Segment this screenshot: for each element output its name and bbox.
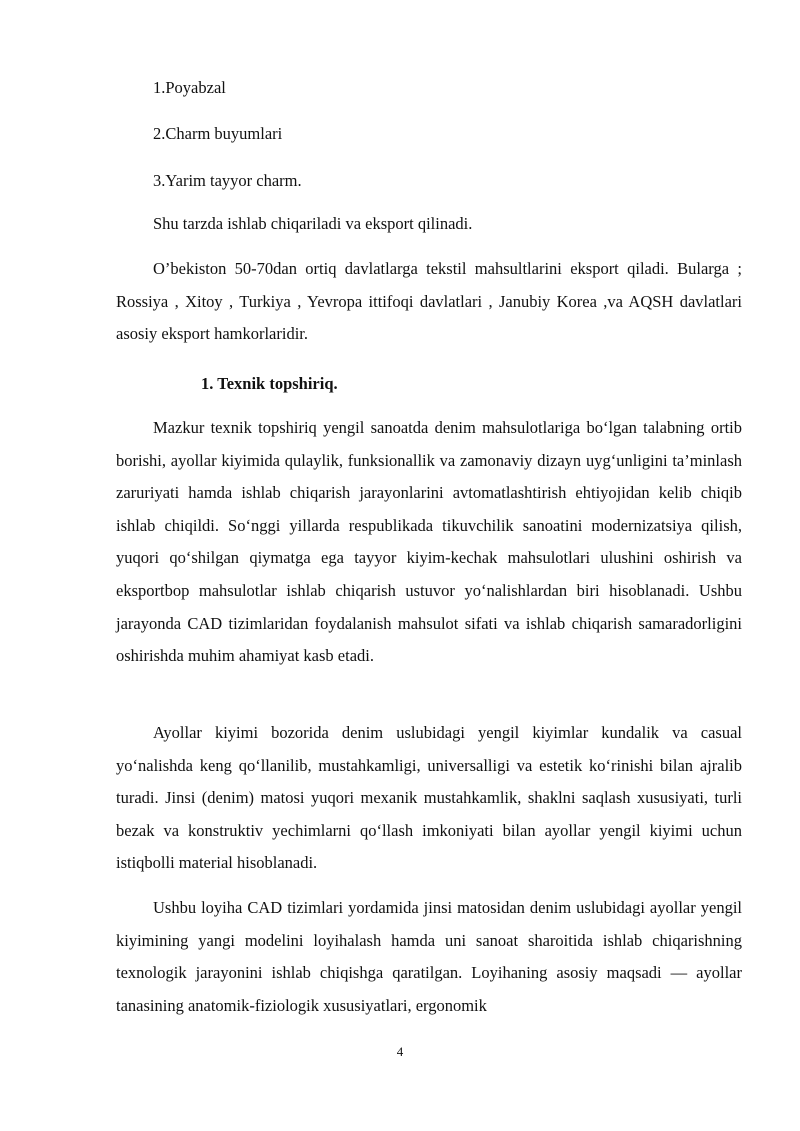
body-paragraph-3: Ushbu loyiha CAD tizimlari yordamida jinsi matosidan denim uslubidagi ayollar yengil kiyimining yangi modelini loyihalash hamda uni sanoat sharoitida ishlab chiqarishning texnologik jarayonini ishlab chiqishga qaratilgan. Loyihaning asosiy maqsadi — ayollar tanasining anatomik-fiziologik xususiyatlari, ergonomik: [116, 898, 742, 1015]
body-paragraph-1: Mazkur texnik topshiriq yengil sanoatda denim mahsulotlariga bo‘lgan talabning ortib borishi, ayollar kiyimida qulaylik, funksionallik va zamonaviy dizayn uyg‘unligini ta’minlash zaruriyati hamda ishlab chiqarish jarayonlarini avtomatlashtirish ehtiyojidan kelib chiqib ishlab chiqildi. So‘nggi yillarda respublikada tikuvchilik sanoatini modernizatsiya qilish, yuqori qo‘shilgan qiymatga ega tayyor kiyim-kechak mahsulotlari ulushini oshirish va eksportbop mahsulotlar ishlab chiqarish ustuvor yo‘nalishlardan biri hisoblanadi. Ushbu jarayonda CAD tizimlaridan foydalanish mahsulot sifati va ishlab chiqarish samaradorligini oshirishda muhim ahamiyat kasb etadi.: [116, 418, 742, 666]
page-number: 4: [396, 1044, 404, 1059]
intro-line: Shu tarzda ishlab chiqariladi va eksport qilinadi.: [153, 214, 473, 233]
list-item-2: 2.Charm buyumlari: [153, 124, 283, 143]
list-item-3: 3.Yarim tayyor charm.: [153, 171, 302, 190]
export-paragraph: O’bekiston 50-70dan ortiq davlatlarga tekstil mahsultlarini eksport qiladi. Bularga ; Rossiya , Xitoy , Turkiya , Yevropa ittifoqi davlatlari , Janubiy Korea ,va AQSH davlatlari asosiy eksport hamkorlaridir.: [116, 259, 742, 344]
list-item-1: 1.Poyabzal: [153, 78, 226, 97]
section-heading: 1. Texnik topshiriq.: [201, 374, 338, 393]
body-paragraph-2: Ayollar kiyimi bozorida denim uslubidagi yengil kiyimlar kundalik va casual yo‘nalishda keng qo‘llanilib, mustahkamligi, universalligi va estetik ko‘rinishi bilan ajralib turadi. Jinsi (denim) matosi yuqori mexanik mustahkamlik, shaklni saqlash xususiyati, turli bezak va konstruktiv yechimlarni qo‘llash imkoniyati bilan ayollar yengil kiyimi uchun istiqbolli material hisoblanadi.: [116, 723, 742, 873]
